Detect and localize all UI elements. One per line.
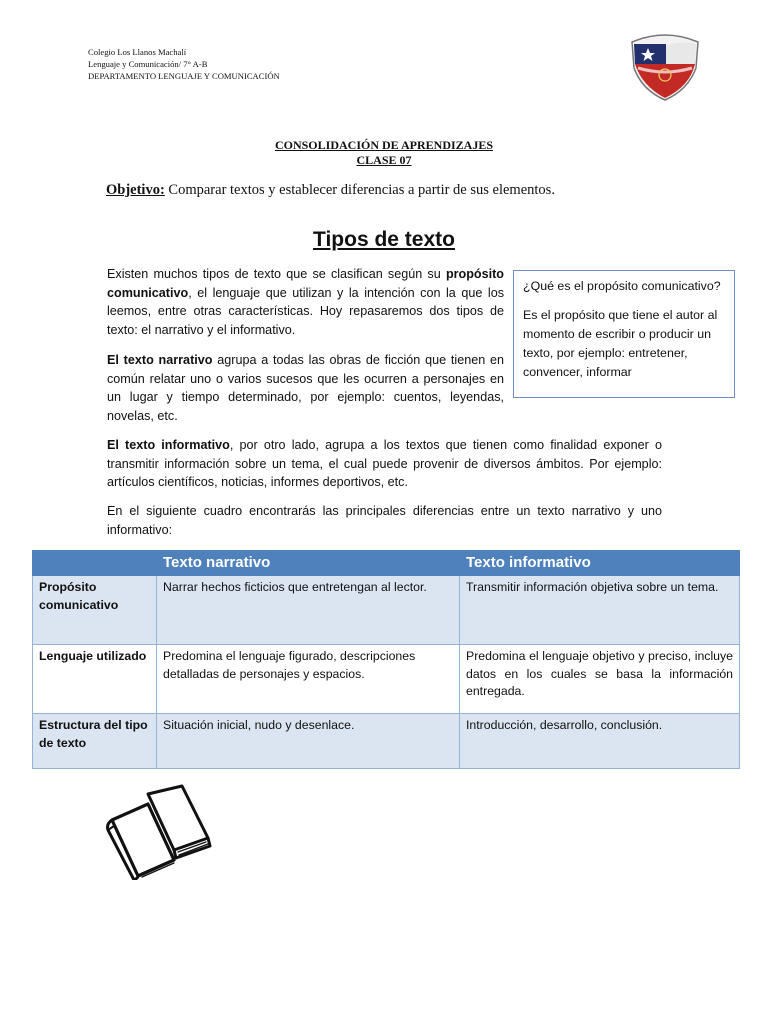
intro-p3-bold: El texto informativo [107, 438, 230, 452]
intro-p2-bold: El texto narrativo [107, 353, 213, 367]
school-crest-icon [628, 28, 702, 102]
objetivo [106, 182, 555, 199]
intro-p3-text: , por otro lado, agrupa a los textos que tienen como finalidad exponer o transmitir información sobre un tema, el cual puede provenir de diversos ámbitos. Por ejemplo: artículos científicos, noticias, informes deportivos, etc. [107, 438, 662, 489]
callout-question: ¿Qué es el propósito comunicativo? [523, 279, 721, 293]
intro-p1-text-a: Existen muchos tipos de texto que se clasifican según su [107, 267, 446, 281]
table-cell: Situación inicial, nudo y desenlace. [157, 714, 460, 769]
table-row-header: Estructura del tipo de texto [33, 714, 157, 769]
callout-box [513, 270, 735, 398]
callout-answer: Es el propósito que tiene el autor al momento de escribir o producir un texto, por ejemplo: entretener, convencer, informar [523, 308, 718, 379]
school-name: Colegio Los Llanos Machalí [88, 47, 187, 57]
school-header [88, 46, 280, 82]
intro-paragraph-3 [107, 436, 662, 492]
intro-paragraph-2 [107, 351, 504, 425]
table-cell: Narrar hechos ficticios que entretengan al lector. [157, 576, 460, 645]
intro-paragraph-4: En el siguiente cuadro encontrarás las principales diferencias entre un texto narrativo y uno informativo: [107, 504, 662, 537]
books-icon [100, 780, 212, 880]
intro-p1-text-b: , el lenguaje que utilizan y la intención con la que los leemos, entre otras características. Hoy repasaremos dos tipos de texto: el narrativo y el informativo. [107, 285, 504, 337]
table-row-header: Propósito comunicativo [33, 576, 157, 645]
objetivo-label: Objetivo: [106, 182, 165, 198]
department-line: DEPARTAMENTO LENGUAJE Y COMUNICACIÓN [88, 71, 280, 81]
table-row [33, 645, 740, 714]
intro-p1-bold: propósito comunicativo [107, 267, 504, 300]
consolidacion-title: CONSOLIDACIÓN DE APRENDIZAJES [274, 138, 494, 152]
table-cell: Introducción, desarrollo, conclusión. [460, 714, 740, 769]
table-header-cell: Texto narrativo [157, 551, 460, 576]
objetivo-text: Comparar textos y establecer diferencias a partir de sus elementos. [164, 182, 555, 198]
table-cell: Transmitir información objetiva sobre un tema. [460, 576, 740, 645]
table-row-header: Lenguaje utilizado [33, 645, 157, 714]
table-cell: Predomina el lenguaje objetivo y preciso, incluye datos en los cuales se basa la información entregada. [460, 645, 740, 714]
table-header-cell [33, 551, 157, 576]
table-cell: Predomina el lenguaje figurado, descripciones detalladas de personajes y espacios. [157, 645, 460, 714]
table-row [33, 576, 740, 645]
intro-paragraph-1 [107, 265, 504, 339]
table-row [33, 714, 740, 769]
subject-line: Lenguaje y Comunicación/ 7° A-B [88, 59, 208, 69]
page-title: Tipos de texto [313, 228, 455, 251]
clase-title: CLASE 07 [356, 153, 412, 167]
table-header-row [33, 551, 740, 576]
intro-p2-text: agrupa a todas las obras de ficción que tienen en común relatar uno o varios sucesos que les ocurren a personajes en un lugar y tiempo determinado, por ejemplo: cuentos, leyendas, novelas, etc. [107, 353, 505, 423]
table-header-cell: Texto informativo [460, 551, 740, 576]
comparison-table [32, 550, 740, 769]
